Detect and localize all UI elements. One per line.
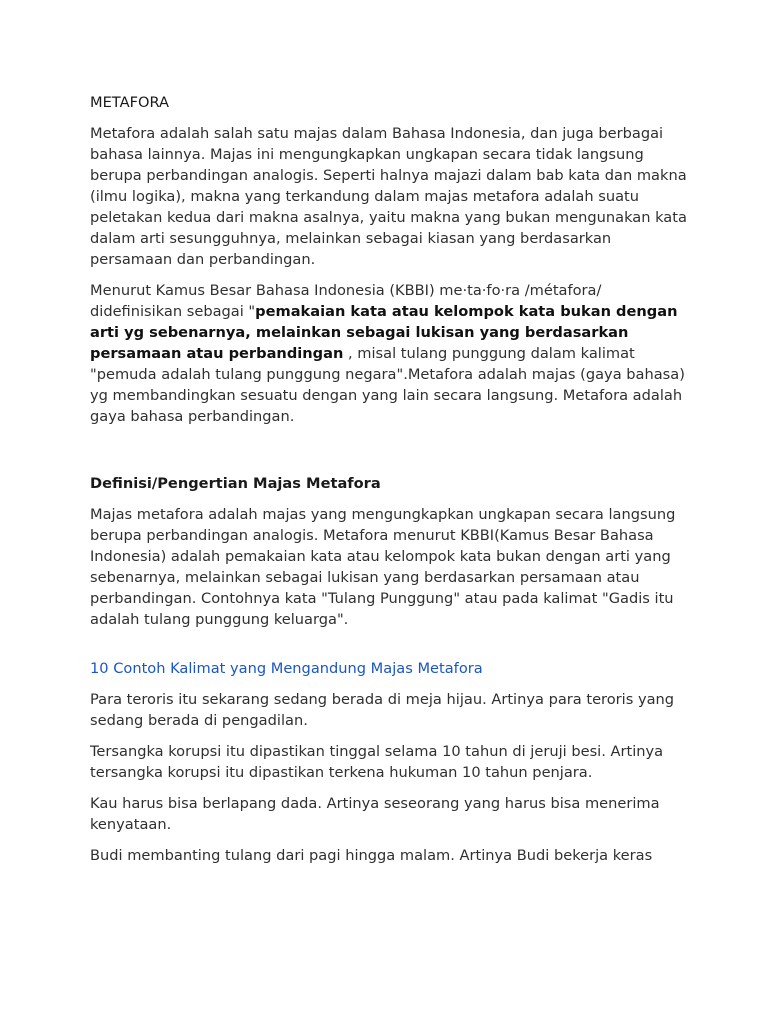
kbbi-definition-bold: pemakaian kata atau kelompok kata bukan dengan arti yg sebenarnya, melainkan sebagai lukisan yang berdasarkan persamaan atau perbandingan (90, 303, 678, 362)
section-title-metafora: METAFORA (90, 94, 169, 111)
document-page (90, 92, 690, 876)
example-item: Para teroris itu sekarang sedang berada di meja hijau. Artinya para teroris yang sedang berada di pengadilan. (90, 691, 675, 729)
paragraph-kbbi-definition (90, 280, 690, 427)
section-title-definisi: Definisi/Pengertian Majas Metafora (90, 475, 381, 492)
kbbi-text-before: Menurut Kamus Besar Bahasa Indonesia (KBBI) me·ta·fo·ra /métafora/ didefinisikan sebagai " (90, 282, 602, 320)
example-item: Tersangka korupsi itu dipastikan tinggal selama 10 tahun di jeruji besi. Artinya tersangka korupsi itu dipastikan terkena hukuman 10 tahun penjara. (90, 743, 664, 781)
paragraph-metafora-intro: Metafora adalah salah satu majas dalam Bahasa Indonesia, dan juga berbagai bahasa lainnya. Majas ini mengungkapkan ungkapan secara tidak langsung berupa perbandingan analogis. Seperti halnya majazi dalam bab kata dan makna (ilmu logika), makna yang terkandung dalam majas metafora adalah suatu peletakan kedua dari makna asalnya, yaitu makna yang bukan mengunakan kata dalam arti sesungguhnya, melainkan sebagai kiasan yang berdasarkan persamaan dan perbandingan. (90, 125, 687, 268)
paragraph-definisi: Majas metafora adalah majas yang mengungkapkan ungkapan secara langsung berupa perbandingan analogis. Metafora menurut KBBI(Kamus Besar Bahasa Indonesia) adalah pemakaian kata atau kelompok kata bukan dengan arti yang sebenarnya, melainkan sebagai lukisan yang berdasarkan persamaan atau perbandingan. Contohnya kata "Tulang Punggung" atau pada kalimat "Gadis itu adalah tulang punggung keluarga". (90, 506, 676, 628)
example-item: Kau harus bisa berlapang dada. Artinya seseorang yang harus bisa menerima kenyataan. (90, 795, 660, 833)
kbbi-text-after: , misal tulang punggung dalam kalimat "pemuda adalah tulang punggung negara".Metafora adalah majas (gaya bahasa) yg membandingkan sesuatu dengan yang lain secara langsung. Metafora adalah gaya bahasa perbandingan. (90, 345, 685, 425)
section-title-contoh: 10 Contoh Kalimat yang Mengandung Majas Metafora (90, 660, 483, 677)
example-item: Budi membanting tulang dari pagi hingga malam. Artinya Budi bekerja keras (90, 847, 653, 864)
